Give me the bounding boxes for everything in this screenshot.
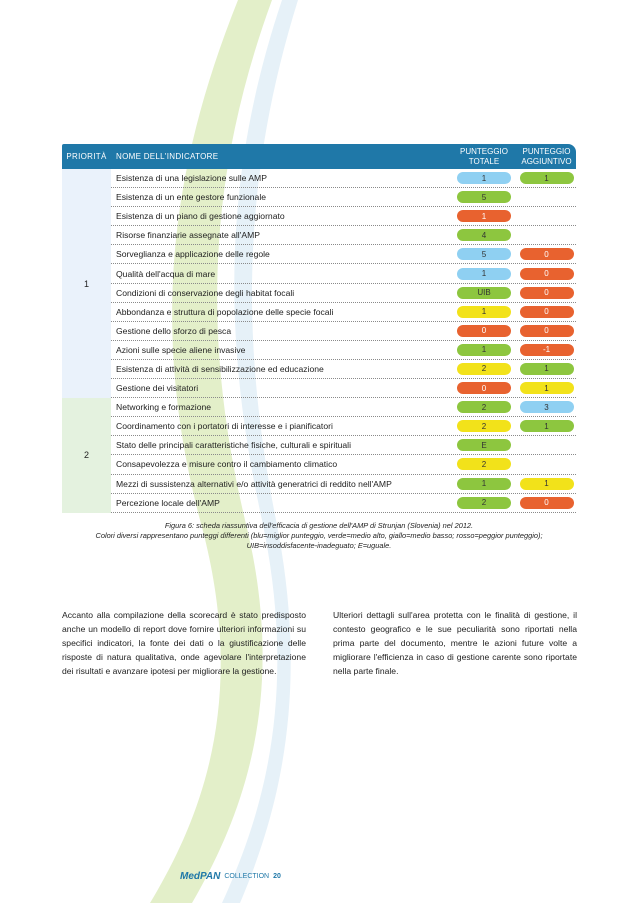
additional-score-badge: 0 xyxy=(520,306,574,318)
indicator-name: Mezzi di sussistenza alternativi e/o attività generatrici di reddito nell'AMP xyxy=(116,478,392,489)
caption-line-3: UIB=insoddisfacente-inadeguato; E=uguale. xyxy=(246,541,392,550)
table-row xyxy=(111,207,576,226)
body-paragraph-right: Ulteriori dettagli sull'area protetta con le finalità di gestione, il contesto geografico e le sue peculiarità sono riportati nella prima parte del documento, mentre le azioni future volte a migliorare l'efficienza in caso di gestione carente sono riportate nella parte finale. xyxy=(333,610,577,676)
total-score-badge: 2 xyxy=(457,458,511,470)
additional-score-badge: 1 xyxy=(520,382,574,394)
scorecard-table xyxy=(62,144,576,513)
header-total-score: PUNTEGGIO TOTALE xyxy=(459,146,508,166)
page-footer xyxy=(180,871,281,882)
table-row xyxy=(111,322,576,341)
total-score-badge: 1 xyxy=(457,210,511,222)
additional-score-badge: 0 xyxy=(520,287,574,299)
table-row xyxy=(111,226,576,245)
total-score-badge: 2 xyxy=(457,497,511,509)
total-score-badge: 1 xyxy=(457,172,511,184)
table-row xyxy=(111,494,576,513)
indicator-name: Risorse finanziarie assegnate all'AMP xyxy=(116,230,260,241)
indicator-name: Esistenza di un ente gestore funzionale xyxy=(116,192,267,203)
indicator-name: Azioni sulle specie aliene invasive xyxy=(116,344,246,355)
additional-score-badge: 3 xyxy=(520,401,574,413)
total-score-badge: UIB xyxy=(457,287,511,299)
page-number: 20 xyxy=(273,873,281,880)
indicator-name: Esistenza di un piano di gestione aggiornato xyxy=(116,211,285,222)
additional-score-badge: 0 xyxy=(520,325,574,337)
table-row xyxy=(111,341,576,360)
indicator-name: Esistenza di una legislazione sulle AMP xyxy=(116,173,267,184)
indicator-name: Coordinamento con i portatori di interesse e i pianificatori xyxy=(116,421,333,432)
table-row xyxy=(111,303,576,322)
total-score-badge: 5 xyxy=(457,248,511,260)
caption-line-2: Colori diversi rappresentano punteggi differenti (blu=miglior punteggio, verde=medio alto, giallo=medio basso; rosso=peggior punteggio); xyxy=(95,531,543,540)
indicator-name: Esistenza di attività di sensibilizzazione ed educazione xyxy=(116,363,324,374)
indicator-name: Sorveglianza e applicazione delle regole xyxy=(116,249,270,260)
total-score-badge: 2 xyxy=(457,363,511,375)
priority-cell: 2 xyxy=(62,398,111,513)
table-body xyxy=(62,169,576,513)
total-score-badge: 1 xyxy=(457,344,511,356)
indicator-name: Abbondanza e struttura di popolazione delle specie focali xyxy=(116,306,334,317)
table-row xyxy=(111,379,576,398)
table-row xyxy=(111,360,576,379)
total-score-badge: 5 xyxy=(457,191,511,203)
indicator-name: Qualità dell'acqua di mare xyxy=(116,268,216,279)
additional-score-badge: 1 xyxy=(520,478,574,490)
table-row xyxy=(111,169,576,188)
total-score-badge: 1 xyxy=(457,268,511,280)
header-additional-score: PUNTEGGIO AGGIUNTIVO xyxy=(521,146,572,166)
body-paragraph-left: Accanto alla compilazione della scorecard è stato predisposto anche un modello di report dove fornire ulteriori informazioni su specifici indicatori, la fonte dei dati o la giustificazione delle risposte di natura qualitativa, onde agevolare l'interpretazione dei risultati e avanzare ipotesi per migliorare la gestione. xyxy=(62,610,306,676)
additional-score-badge: -1 xyxy=(520,344,574,356)
priority-cell: 1 xyxy=(62,169,111,398)
total-score-badge: 1 xyxy=(457,306,511,318)
total-score-badge: 0 xyxy=(457,325,511,337)
table-row xyxy=(111,455,576,474)
priority-group xyxy=(62,169,576,398)
medpan-logo: MedPAN xyxy=(180,871,221,882)
additional-score-badge: 1 xyxy=(520,420,574,432)
total-score-badge: 2 xyxy=(457,401,511,413)
table-row xyxy=(111,188,576,207)
indicator-name: Stato delle principali caratteristiche fisiche, culturali e spirituali xyxy=(116,440,352,451)
table-row xyxy=(111,398,576,417)
priority-group xyxy=(62,398,576,513)
header-indicator-name: NOME DELL'INDICATORE xyxy=(116,152,219,161)
footer-collection: COLLECTION xyxy=(224,873,270,880)
indicator-name: Percezione locale dell'AMP xyxy=(116,497,220,508)
header-priority: PRIORITÀ xyxy=(66,152,107,161)
total-score-badge: 2 xyxy=(457,420,511,432)
indicator-name: Consapevolezza e misure contro il cambiamento climatico xyxy=(116,459,338,470)
additional-score-badge: 1 xyxy=(520,363,574,375)
table-row xyxy=(111,475,576,494)
indicator-name: Networking e formazione xyxy=(116,402,212,413)
indicator-name: Condizioni di conservazione degli habitat focali xyxy=(116,287,295,298)
total-score-badge: 0 xyxy=(457,382,511,394)
additional-score-badge: 0 xyxy=(520,248,574,260)
indicator-name: Gestione dello sforzo di pesca xyxy=(116,325,232,336)
total-score-badge: E xyxy=(457,439,511,451)
table-row xyxy=(111,264,576,283)
caption-line-1: Figura 6: scheda riassuntiva dell'efficacia di gestione dell'AMP di Strunjan (Slovenia) nel 2012. xyxy=(164,521,474,530)
table-row xyxy=(111,284,576,303)
table-row xyxy=(111,417,576,436)
additional-score-badge: 0 xyxy=(520,497,574,509)
total-score-badge: 4 xyxy=(457,229,511,241)
additional-score-badge: 1 xyxy=(520,172,574,184)
table-row xyxy=(111,436,576,455)
figure-caption xyxy=(40,521,598,551)
indicator-name: Gestione dei visitatori xyxy=(116,383,199,394)
table-row xyxy=(111,245,576,264)
additional-score-badge: 0 xyxy=(520,268,574,280)
total-score-badge: 1 xyxy=(457,478,511,490)
table-header xyxy=(62,144,576,169)
